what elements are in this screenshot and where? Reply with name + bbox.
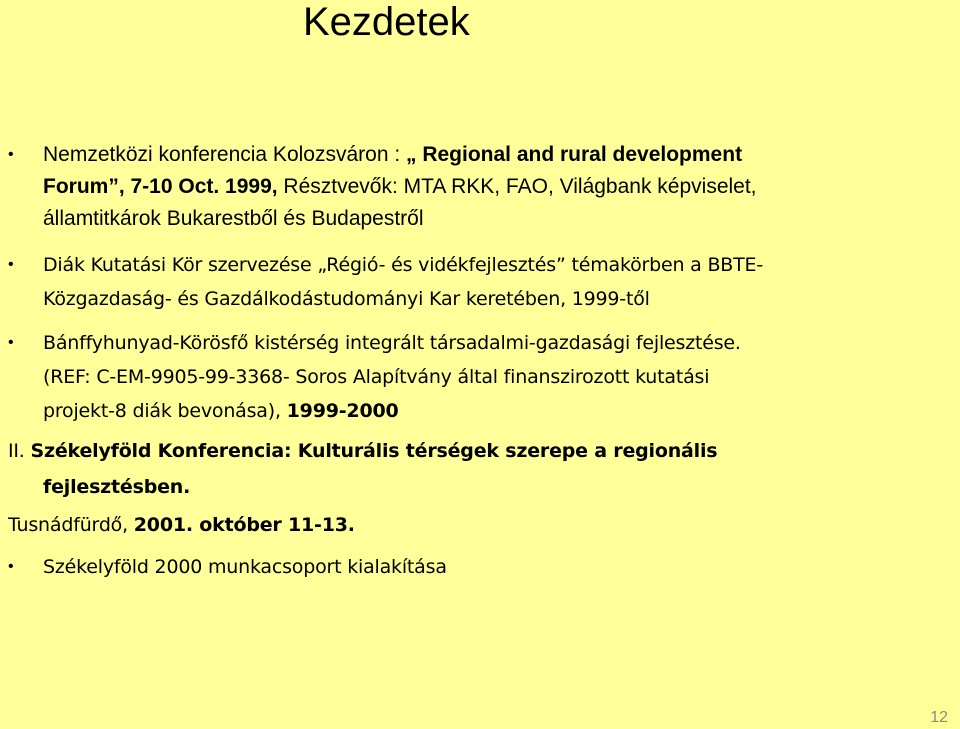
text: Tusnádfürdő,	[8, 514, 134, 536]
text-bold: Forum”, 7-10 Oct. 1999,	[43, 175, 278, 198]
text: Diák Kutatási Kör szervezése „Régió- és vidékfejlesztés” témakörben a BBTE-	[43, 254, 763, 276]
conference-line-1	[8, 436, 717, 466]
bullet-4-line-1	[43, 552, 447, 582]
text: Közgazdaság- és Gazdálkodástudományi Kar keretében, 1999-től	[43, 288, 650, 310]
text-bold: 1999-2000	[286, 400, 399, 422]
conference-place-date	[8, 510, 355, 540]
bullet-1-line-2	[43, 172, 757, 202]
bullet-marker: •	[8, 334, 14, 351]
bullet-marker: •	[8, 256, 14, 273]
text: Székelyföld 2000 munkacsoport kialakítása	[43, 556, 447, 578]
bullet-marker: •	[8, 558, 14, 575]
bullet-1-line-3	[43, 204, 424, 234]
text: Résztvevők: MTA RKK, FAO, Világbank képviselet,	[277, 175, 757, 198]
text-bold: 2001. október 11-13.	[133, 514, 355, 536]
text-bold: Székelyföld Konferencia: Kulturális térségek szerepe a regionális	[30, 440, 718, 462]
bullet-3-line-2	[43, 362, 709, 392]
text: projekt-8 diák bevonása),	[43, 400, 287, 422]
conference-line-2	[43, 472, 190, 502]
bullet-1-line-1	[43, 140, 742, 170]
text: Bánffyhunyad-Körösfő kistérség integrált társadalmi-gazdasági fejlesztése.	[43, 332, 741, 354]
text-bold: fejlesztésben.	[43, 476, 191, 498]
page-number: 12	[930, 709, 948, 726]
bullet-marker: •	[8, 146, 14, 163]
text-bold: „ Regional and rural development	[406, 143, 743, 166]
bullet-3-line-3	[43, 396, 399, 426]
bullet-2-line-1	[43, 250, 763, 280]
bullet-2-line-2	[43, 284, 650, 314]
text: Nemzetközi konferencia Kolozsváron :	[43, 143, 406, 166]
bullet-3-line-1	[43, 328, 741, 358]
text: (REF: C-EM-9905-99-3368- Soros Alapítvány által finanszirozott kutatási	[43, 366, 710, 388]
text: államtitkárok Bukarestből és Budapestről	[43, 207, 424, 230]
slide-title: Kezdetek	[303, 0, 470, 44]
text: II.	[8, 440, 31, 462]
